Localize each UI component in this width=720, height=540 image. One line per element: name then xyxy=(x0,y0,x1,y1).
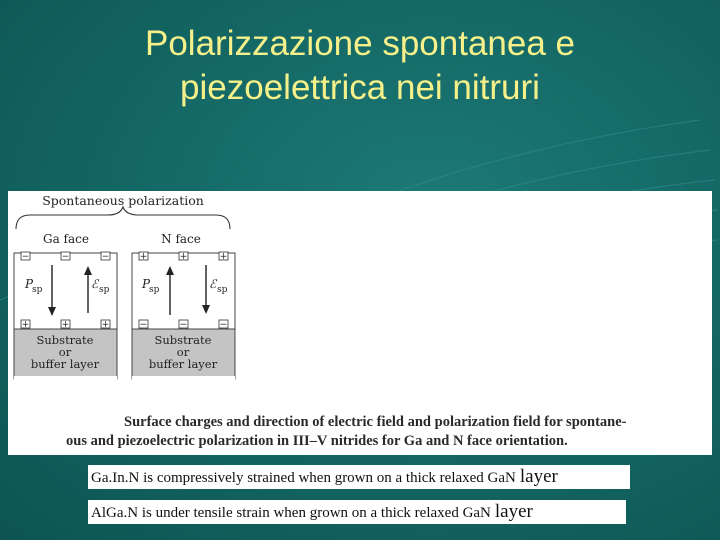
panel-face-label: Ga face xyxy=(43,232,89,246)
p-subscript: sp xyxy=(149,285,160,295)
e-subscript: sp xyxy=(99,285,110,295)
strain-note-text: Ga.In.N is compressively strained when grown on a thick relaxed GaN xyxy=(91,470,516,486)
charge-plus: + xyxy=(219,252,228,262)
charge-minus: − xyxy=(179,320,188,330)
p-symbol: P xyxy=(25,277,34,291)
charge-minus: − xyxy=(61,252,70,262)
charge-plus: + xyxy=(101,320,110,330)
charge-plus: + xyxy=(61,320,70,330)
strain-note-tail: layer xyxy=(494,501,533,522)
charge-minus: − xyxy=(21,252,30,262)
charge-minus: − xyxy=(219,320,228,330)
substrate-label: Substrate xyxy=(36,333,94,347)
charge-plus: + xyxy=(21,320,30,330)
substrate-label: Substrate xyxy=(154,333,212,347)
charge-minus: − xyxy=(101,252,110,262)
e-symbol: ℰ xyxy=(91,277,99,291)
charge-plus: + xyxy=(139,252,148,262)
polarization-figure xyxy=(8,191,712,455)
slide-title-line-2: piezoelettrica nei nitruri xyxy=(180,68,540,107)
strain-note-tail: layer xyxy=(519,466,558,487)
substrate-or-label: or xyxy=(176,345,190,359)
panel-face-label: N face xyxy=(161,232,201,246)
caption-line-1: Surface charges and direction of electric field and polarization field for spontane- xyxy=(124,414,627,430)
slide-title xyxy=(0,22,720,110)
charge-plus: + xyxy=(179,252,188,262)
panel-ga-face xyxy=(14,232,117,381)
strain-note-algan xyxy=(88,500,626,524)
figure-caption xyxy=(66,413,666,451)
p-subscript: sp xyxy=(32,285,43,295)
strain-note-gainn xyxy=(88,465,630,489)
strain-note-text: AlGa.N is under tensile strain when grown on a thick relaxed GaN xyxy=(91,505,491,521)
buffer-layer-label: buffer layer xyxy=(30,357,100,371)
p-symbol: P xyxy=(142,277,151,291)
caption-line-2: ous and piezoelectric polarization in III–V nitrides for Ga and N face orientation. xyxy=(66,433,568,449)
e-subscript: sp xyxy=(217,285,228,295)
buffer-layer-label: buffer layer xyxy=(148,357,218,371)
figure-heading: Spontaneous polarization xyxy=(42,193,204,208)
charge-minus: − xyxy=(139,320,148,330)
brace-icon xyxy=(16,207,230,229)
slide-title-line-1: Polarizzazione spontanea e xyxy=(144,24,575,63)
substrate-or-label: or xyxy=(58,345,72,359)
e-symbol: ℰ xyxy=(209,277,217,291)
panel-n-face xyxy=(132,232,235,381)
